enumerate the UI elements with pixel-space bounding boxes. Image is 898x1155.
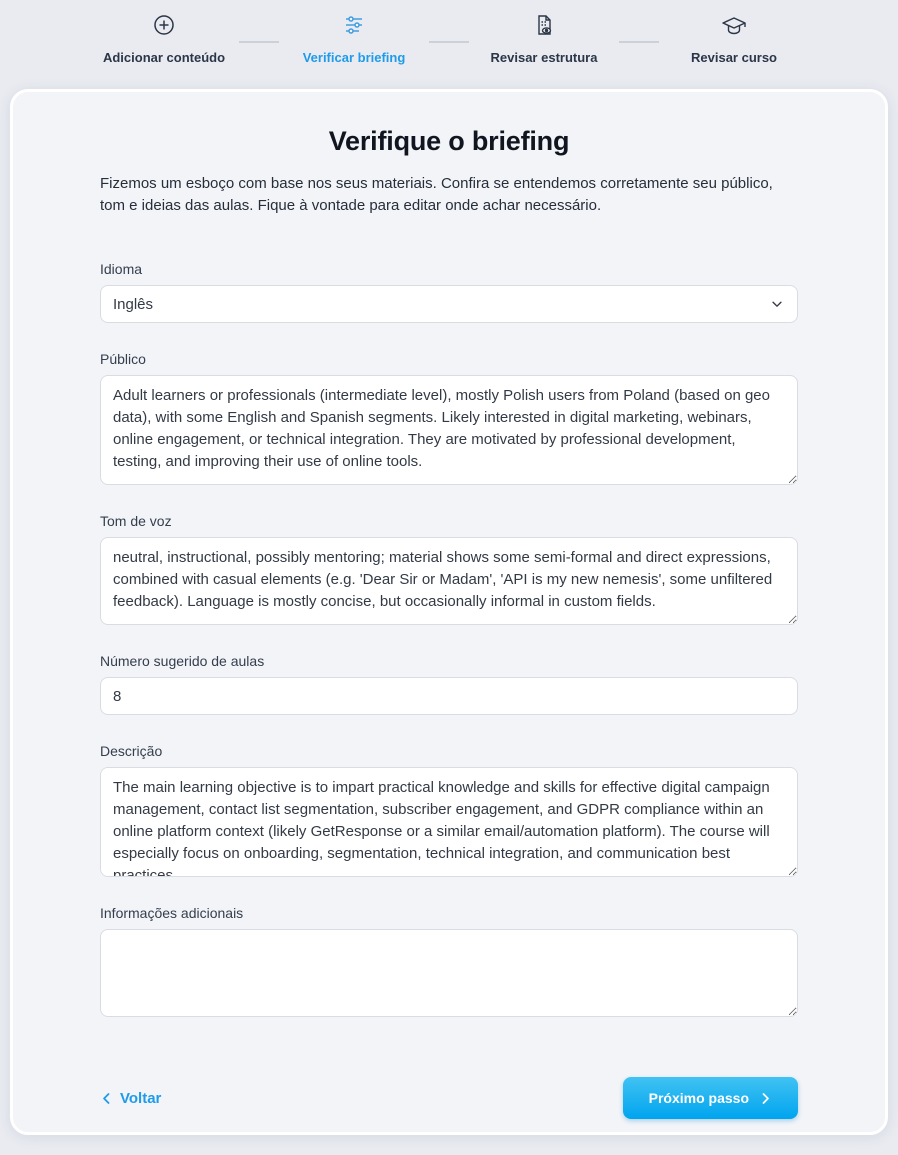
briefing-card bbox=[10, 89, 888, 1135]
form-footer bbox=[100, 1077, 798, 1119]
additional-info-label: Informações adicionais bbox=[100, 905, 244, 921]
audience-label: Público bbox=[100, 351, 146, 367]
step-add-content[interactable] bbox=[89, 12, 239, 65]
description-label: Descrição bbox=[100, 743, 163, 759]
chevron-left-icon bbox=[100, 1092, 113, 1105]
chevron-right-icon bbox=[759, 1092, 772, 1105]
step-label: Revisar estrutura bbox=[490, 50, 598, 65]
tone-textarea[interactable] bbox=[100, 537, 798, 625]
back-link[interactable] bbox=[100, 1090, 161, 1107]
step-label: Revisar curso bbox=[691, 50, 777, 65]
field-description bbox=[100, 743, 798, 877]
sliders-icon bbox=[342, 12, 366, 38]
additional-info-textarea[interactable] bbox=[100, 929, 798, 1017]
step-verify-briefing[interactable] bbox=[279, 12, 429, 65]
back-link-label: Voltar bbox=[120, 1089, 162, 1107]
field-additional-info bbox=[100, 905, 798, 1017]
page-subtitle: Fizemos um esboço com base nos seus materiais. Confira se entendemos corretamente seu público, tom e ideias das aulas. Fique à vontade para editar onde achar necessário. bbox=[100, 175, 773, 214]
language-selected-value: Inglês bbox=[113, 295, 154, 313]
page-title: Verifique o briefing bbox=[328, 126, 570, 156]
field-audience bbox=[100, 351, 798, 485]
document-preview-icon bbox=[532, 12, 556, 38]
step-separator bbox=[239, 41, 279, 43]
plus-circle-icon bbox=[152, 12, 176, 38]
next-step-button[interactable] bbox=[623, 1077, 798, 1119]
language-label: Idioma bbox=[100, 261, 143, 277]
briefing-form bbox=[100, 261, 798, 1119]
tone-label: Tom de voz bbox=[100, 513, 172, 529]
next-step-label: Próximo passo bbox=[648, 1090, 749, 1106]
description-textarea[interactable] bbox=[100, 767, 798, 877]
course-wizard-stepper bbox=[0, 0, 898, 65]
field-lesson-count bbox=[100, 653, 798, 715]
step-label: Adicionar conteúdo bbox=[102, 50, 226, 65]
step-separator bbox=[619, 41, 659, 43]
step-separator bbox=[429, 41, 469, 43]
field-language bbox=[100, 261, 798, 323]
graduation-cap-icon bbox=[721, 12, 747, 38]
step-label: Verificar briefing bbox=[302, 50, 406, 65]
field-tone bbox=[100, 513, 798, 625]
step-review-course[interactable] bbox=[659, 12, 809, 65]
lesson-count-input[interactable] bbox=[100, 677, 798, 715]
chevron-down-icon bbox=[770, 297, 784, 311]
step-review-structure[interactable] bbox=[469, 12, 619, 65]
language-select[interactable] bbox=[100, 285, 798, 323]
audience-textarea[interactable] bbox=[100, 375, 798, 485]
lesson-count-label: Número sugerido de aulas bbox=[100, 653, 265, 669]
